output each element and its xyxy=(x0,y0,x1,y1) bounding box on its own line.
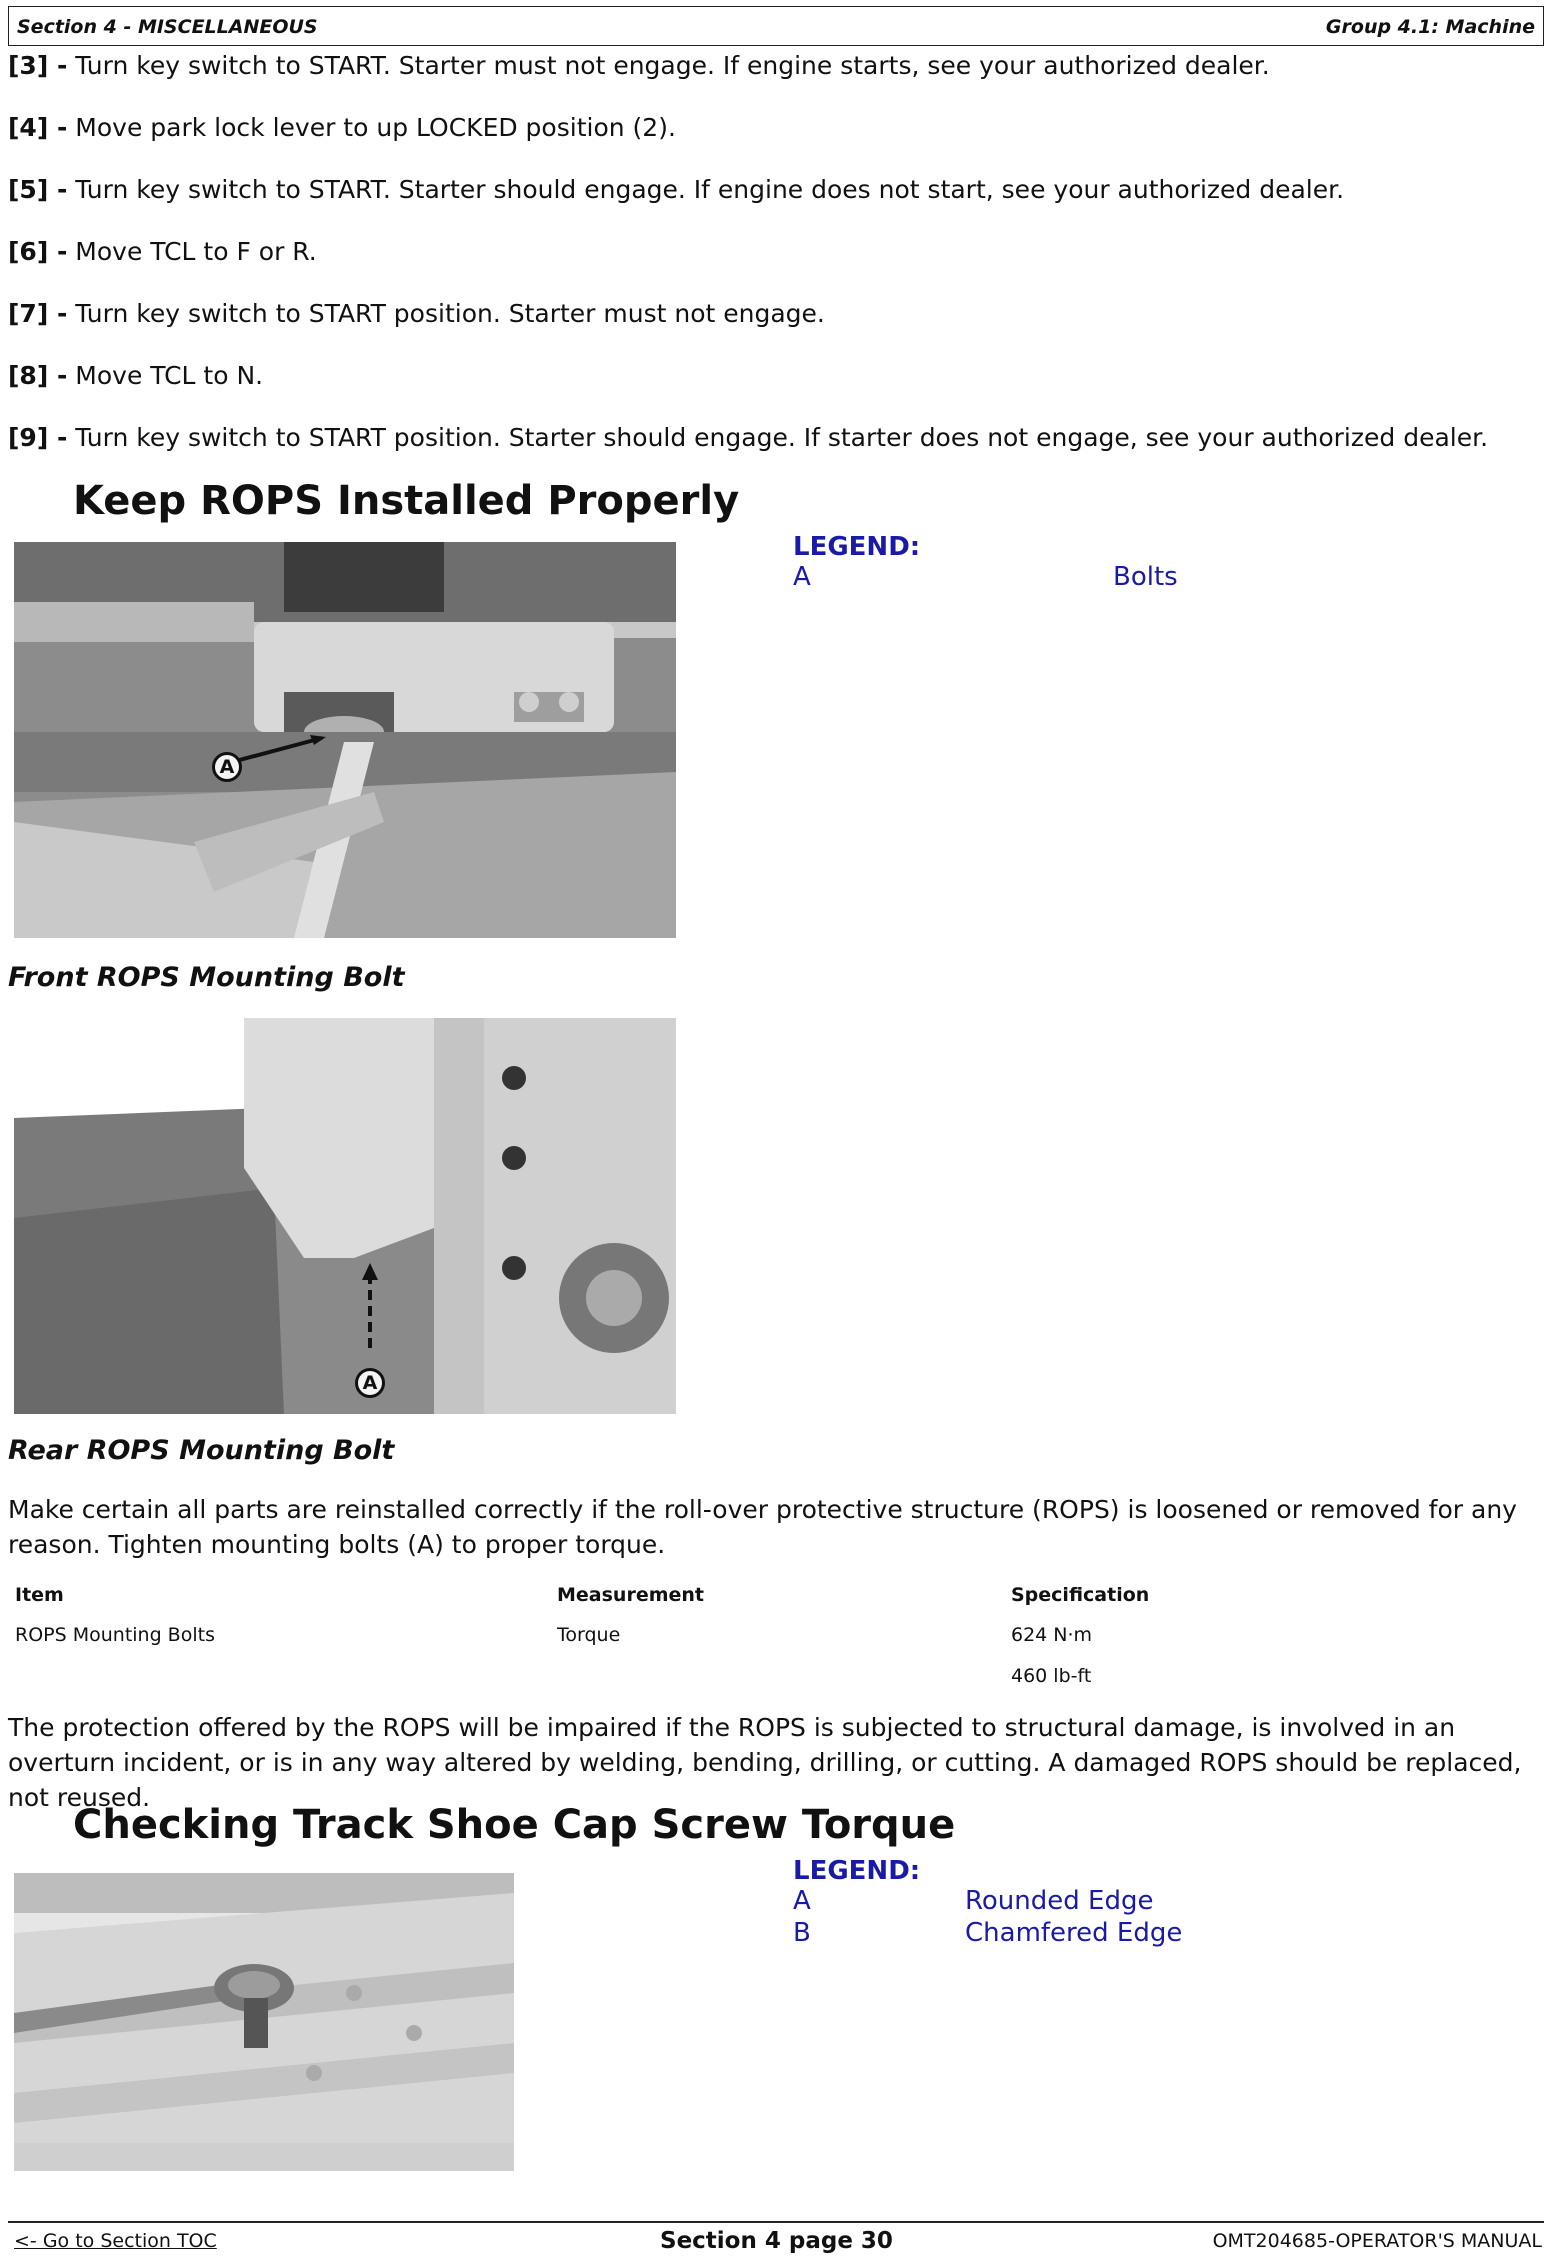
callout-a-rear: A xyxy=(355,1368,385,1398)
rops-heading: Keep ROPS Installed Properly xyxy=(73,478,740,524)
front-rops-caption: Front ROPS Mounting Bolt xyxy=(8,962,405,993)
step-7: [7] - Turn key switch to START position. Starter must not engage. xyxy=(8,299,825,328)
spec-value-metric: 624 N·m xyxy=(1011,1624,1093,1646)
legend-row xyxy=(793,1886,1393,1918)
legend-value: Bolts xyxy=(1113,562,1178,592)
step-5: [5] - Turn key switch to START. Starter should engage. If engine does not start, see your authorized dealer. xyxy=(8,175,1345,204)
track-shoe-illustration xyxy=(14,1873,514,2171)
legend-key: B xyxy=(793,1918,811,1948)
spec-measurement: Torque xyxy=(557,1624,621,1646)
spec-item: ROPS Mounting Bolts xyxy=(15,1624,215,1646)
track-legend xyxy=(793,1856,1393,1950)
rops-paragraph-1: Make certain all parts are reinstalled correctly if the roll-over protective structure (ROPS) is loosened or removed for any reason. Tighten mounting bolts (A) to proper torque. xyxy=(8,1495,1517,1559)
spec-header-specification: Specification xyxy=(1011,1584,1150,1606)
rear-rops-caption: Rear ROPS Mounting Bolt xyxy=(8,1435,395,1466)
legend-title: LEGEND: xyxy=(793,1856,921,1886)
legend-value: Chamfered Edge xyxy=(965,1918,1183,1948)
legend-row xyxy=(793,562,1393,594)
spec-value-imperial: 460 lb-ft xyxy=(1011,1665,1092,1687)
spec-header-measurement: Measurement xyxy=(557,1584,704,1606)
step-4: [4] - Move park lock lever to up LOCKED position (2). xyxy=(8,113,676,142)
page-number: Section 4 page 30 xyxy=(660,2228,893,2254)
legend-key: A xyxy=(793,1886,811,1916)
group-label: Group 4.1: Machine xyxy=(1325,16,1535,38)
step-9: [9] - Turn key switch to START position. Starter should engage. If starter does not engage, see your authorized dealer. xyxy=(8,423,1489,452)
rear-rops-photo xyxy=(14,1018,676,1414)
page-header xyxy=(8,6,1544,46)
callout-a-front: A xyxy=(212,752,242,782)
front-rops-photo xyxy=(14,542,676,938)
step-3: [3] - Turn key switch to START. Starter must not engage. If engine starts, see your authorized dealer. xyxy=(8,51,1270,80)
step-6: [6] - Move TCL to F or R. xyxy=(8,237,317,266)
legend-value: Rounded Edge xyxy=(965,1886,1154,1916)
rops-paragraph-2: The protection offered by the ROPS will be impaired if the ROPS is subjected to structural damage, is involved in an overturn incident, or is in any way altered by welding, bending, drilling, or cutting. A damaged ROPS should be replaced, not reused. xyxy=(8,1713,1522,1812)
rops-legend xyxy=(793,532,1393,594)
rear-rops-illustration xyxy=(14,1018,676,1414)
spec-header-item: Item xyxy=(15,1584,64,1606)
legend-key: A xyxy=(793,562,811,592)
section-label: Section 4 - MISCELLANEOUS xyxy=(17,16,318,38)
track-shoe-photo xyxy=(14,1873,514,2171)
legend-row xyxy=(793,1918,1393,1950)
footer-divider xyxy=(8,2221,1544,2223)
track-heading: Checking Track Shoe Cap Screw Torque xyxy=(73,1802,956,1848)
front-rops-illustration xyxy=(14,542,676,938)
section-toc-link[interactable]: <- Go to Section TOC xyxy=(14,2230,217,2252)
legend-title: LEGEND: xyxy=(793,532,921,562)
manual-id: OMT204685-OPERATOR'S MANUAL xyxy=(1212,2230,1542,2252)
step-8: [8] - Move TCL to N. xyxy=(8,361,264,390)
